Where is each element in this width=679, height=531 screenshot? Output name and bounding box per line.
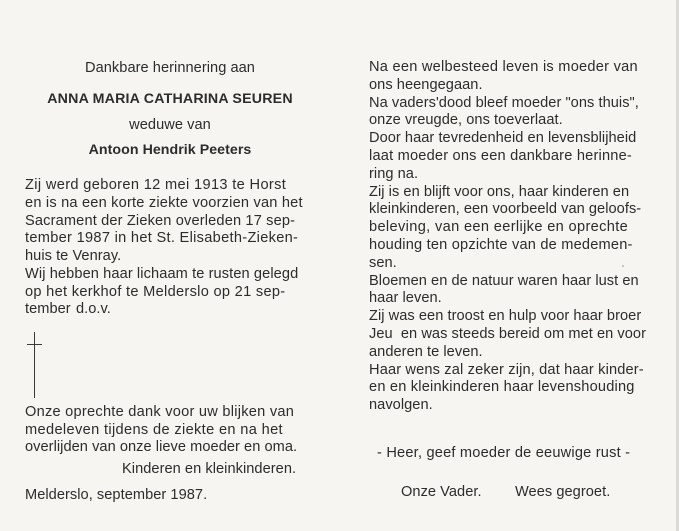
poem-line: navolgen. (369, 397, 433, 413)
poem-line: laat moeder ons een dankbare herinne- (369, 148, 632, 164)
poem-line: onze vreugde, ons toeverlaat. (369, 112, 563, 128)
husband-name: Antoon Hendrik Peeters (88, 142, 252, 158)
poem-line: Haar wens zal zeker zijn, dat haar kinder- (369, 362, 644, 378)
place-date: Melderslo, september 1987. (25, 487, 208, 503)
prayer-wees-gegroet: Wees gegroet. (515, 484, 611, 500)
poem-line: houding ten opzichte van de medemen- (369, 237, 633, 253)
poem-line: beleving, van een eerlijke en oprechte (369, 219, 629, 235)
prayer-line: - Heer, geef moeder de eeuwige rust - (377, 445, 631, 461)
poem-line: ons heengegaan. (369, 77, 483, 93)
bio-line: Wij hebben haar lichaam te rusten gelegd (25, 266, 299, 282)
thanks-line: medeleven tijdens de ziekte en na het (25, 422, 283, 438)
thanks-line: overlijden van onze lieve moeder en oma. (25, 439, 298, 455)
poem-line: kleinkinderen, een voorbeeld van geloofs- (369, 201, 642, 217)
bio-line: d.o.v. (76, 301, 111, 317)
poem-line: Bloemen en de natuur waren haar lust en (369, 273, 639, 289)
signature: Kinderen en kleinkinderen. (122, 461, 297, 477)
poem-line: anderen te leven. (369, 344, 483, 360)
cross-icon-bar (27, 344, 42, 345)
bio-line: tember 1987 in het St. Elisabeth-Zieken- (25, 230, 299, 246)
intro-text: Dankbare herinnering aan (85, 60, 255, 76)
bio-line: tember (25, 301, 71, 317)
bio-line: Zij werd geboren 12 mei 1913 te Horst (25, 177, 287, 193)
paper-speck (622, 265, 624, 267)
poem-line: sen. (369, 255, 397, 271)
poem-line: Zij is en blijft voor ons, haar kinderen en (369, 184, 630, 200)
bio-line: Sacrament der Zieken overleden 17 sep- (25, 213, 296, 229)
poem-line: Door haar tevredenheid en levensblijheid (369, 130, 637, 146)
widow-of-text: weduwe van (129, 117, 211, 133)
cross-icon (34, 332, 35, 398)
bio-line: huis te Venray. (25, 248, 122, 264)
poem-line: haar leven. (369, 290, 442, 306)
bio-line: en is na een korte ziekte voorzien van het (25, 195, 303, 211)
thanks-line: Onze oprechte dank voor uw blijken van (25, 404, 295, 420)
poem-line: Na vaders'dood bleef moeder "ons thuis", (369, 95, 639, 111)
poem-line: Na een welbesteed leven is moeder van (369, 59, 638, 75)
poem-line: Jeu en was steeds bereid om met en voor (369, 326, 646, 342)
deceased-name: ANNA MARIA CATHARINA SEUREN (47, 91, 293, 107)
prayer-onze-vader: Onze Vader. (401, 484, 482, 500)
poem-line: en en kleinkinderen haar levenshouding (369, 379, 635, 395)
poem-line: Zij was een troost en hulp voor haar broer (369, 308, 642, 324)
bio-line: op het kerkhof te Melderslo op 21 sep- (25, 284, 286, 300)
right-panel (340, 0, 676, 531)
poem-line: ring na. (369, 166, 419, 182)
